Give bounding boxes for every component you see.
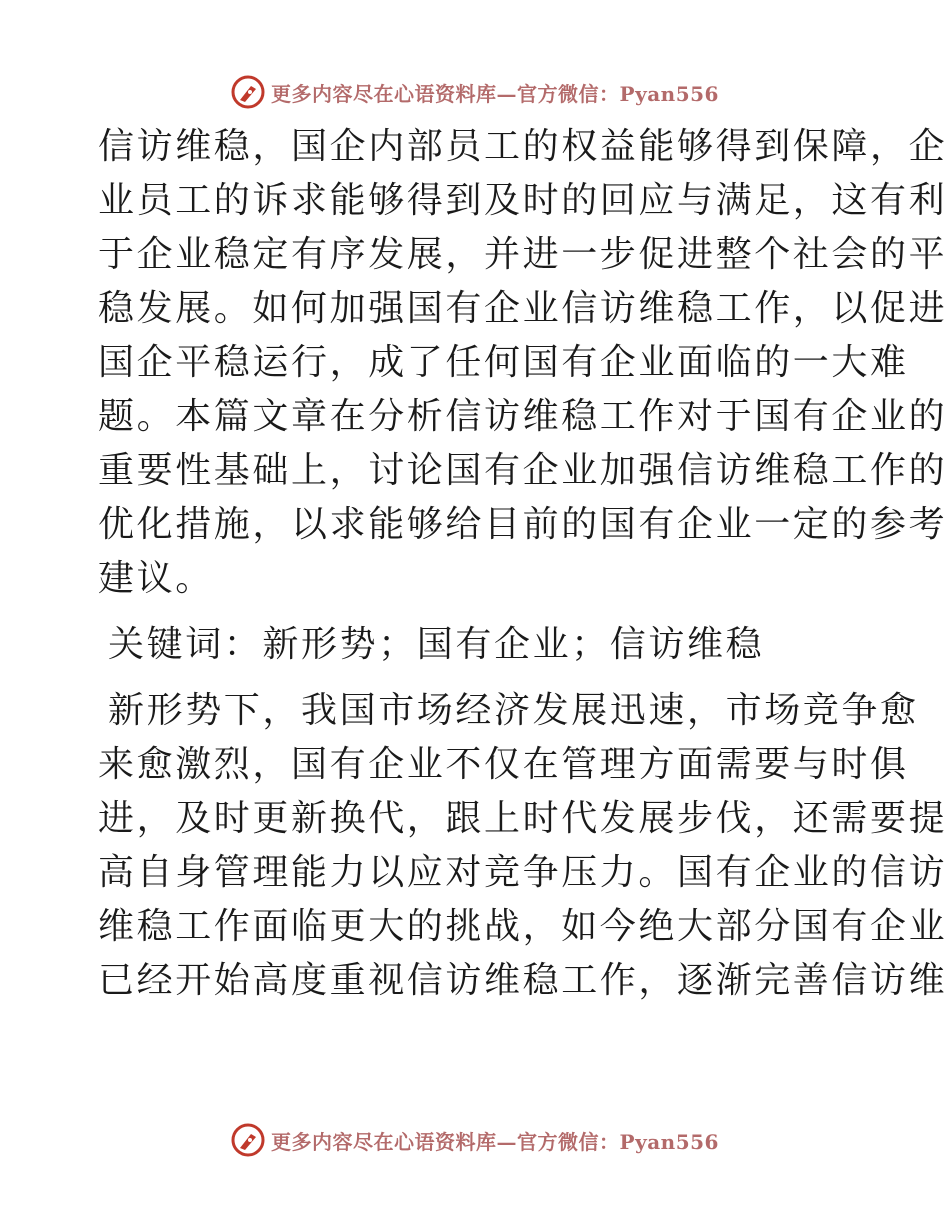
- intro-paragraph: [98, 684, 948, 1008]
- text-line: 新形势下，我国市场经济发展迅速，市场竞争愈: [108, 690, 919, 731]
- text-line: 高自身管理能力以应对竞争压力。国有企业的信访: [98, 852, 948, 893]
- text-line: 信访维稳，国企内部员工的权益能够得到保障，企: [98, 126, 948, 167]
- text-line: 已经开始高度重视信访维稳工作，逐渐完善信访维: [98, 960, 948, 1001]
- abstract-paragraph: [98, 120, 948, 606]
- text-line: 进，及时更新换代，跟上时代发展步伐，还需要提: [98, 798, 948, 839]
- header-banner: [0, 72, 950, 112]
- text-line: 稳发展。如何加强国有企业信访维稳工作，以促进: [98, 288, 948, 329]
- pen-nib-logo-icon: [231, 1123, 265, 1157]
- text-line: 维稳工作面临更大的挑战，如今绝大部分国有企业: [98, 906, 948, 947]
- banner-text: 更多内容尽在心语资料库—官方微信：Pyan556: [271, 1129, 719, 1154]
- text-line: 业员工的诉求能够得到及时的回应与满足，这有利: [98, 180, 948, 221]
- text-line: 题。本篇文章在分析信访维稳工作对于国有企业的: [98, 396, 948, 437]
- keywords-line: 关键词：新形势；国有企业；信访维稳: [108, 624, 765, 665]
- text-line: 来愈激烈，国有企业不仅在管理方面需要与时俱: [98, 744, 909, 785]
- text-line: 国企平稳运行，成了任何国有企业面临的一大难: [98, 342, 909, 383]
- banner-text: 更多内容尽在心语资料库—官方微信：Pyan556: [271, 81, 719, 106]
- text-line: 重要性基础上，讨论国有企业加强信访维稳工作的: [98, 450, 948, 491]
- document-body: [98, 120, 948, 1008]
- pen-nib-logo-icon: [231, 75, 265, 109]
- text-line: 建议。: [98, 558, 214, 599]
- text-line: 于企业稳定有序发展，并进一步促进整个社会的平: [98, 234, 948, 275]
- footer-banner: [0, 1120, 950, 1160]
- text-line: 优化措施，以求能够给目前的国有企业一定的参考: [98, 504, 948, 545]
